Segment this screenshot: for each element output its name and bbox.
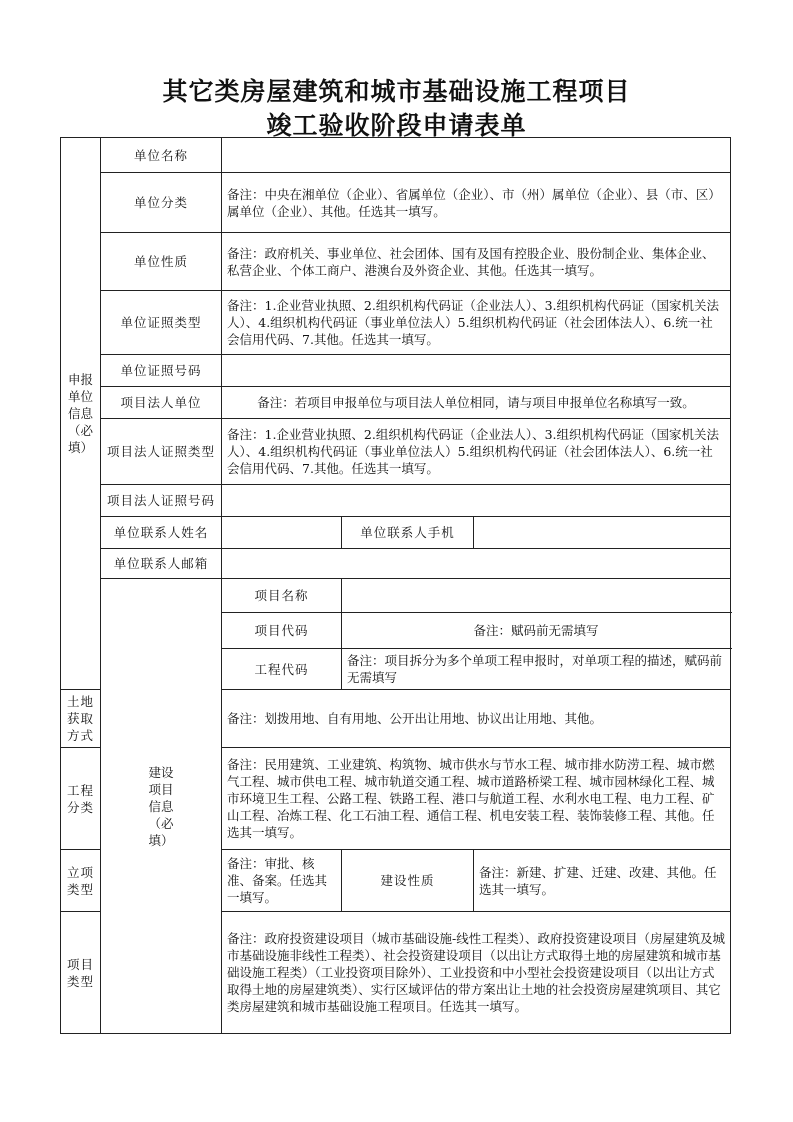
legal-cert-type-label: 项目法人证照类型 (101, 419, 222, 485)
contact-phone-label: 单位联系人手机 (342, 517, 474, 549)
row-project-name (61, 579, 731, 613)
land-field[interactable]: 备注：划拨用地、自有用地、公开出让用地、协议出让用地、其他。 (222, 690, 731, 748)
row-contact-email (61, 549, 731, 579)
unit-nature-label: 单位性质 (101, 233, 222, 291)
row-unit-nature (61, 233, 731, 291)
legal-cert-no-field[interactable] (222, 485, 731, 517)
project-type-field[interactable]: 备注：政府投资建设项目（城市基础设施-线性工程类）、政府投资建设项目（房屋建筑及城市基础设施非线性工程类）、社会投资建设项目（以出让方式取得土地的房屋建筑和城市基础设施工程类）（工业投资项目除外）、工业投资和中小型社会投资建设项目（以出让方式取得土地的房屋建筑类）、实行区域评估的带方案出让土地的社会投资房屋建筑项目、其它类房屋建筑和城市基础设施工程项目。任选其一填写。 (222, 912, 731, 1034)
contact-email-field[interactable] (222, 549, 731, 579)
unit-category-field[interactable]: 备注：中央在湘单位（企业）、省属单位（企业）、市（州）属单位（企业）、县（市、区）属单位（企业）、其他。任选其一填写。 (222, 173, 731, 233)
cert-no-label: 单位证照号码 (101, 355, 222, 387)
unit-name-field[interactable] (222, 138, 731, 173)
row-unit-category (61, 173, 731, 233)
eng-category-field[interactable]: 备注：民用建筑、工业建筑、构筑物、城市供水与节水工程、城市排水防涝工程、城市燃气工程、城市供电工程、城市轨道交通工程、城市道路桥梁工程、城市园林绿化工程、城市环境卫生工程、公路工程、铁路工程、港口与航道工程、水利水电工程、电力工程、矿山工程、冶炼工程、化工石油工程、通信工程、机电安装工程、装饰装修工程、其他。任选其一填写。 (222, 748, 731, 850)
form-title-line2: 竣工验收阶段申请表单 (266, 111, 527, 140)
project-name-field[interactable] (342, 579, 731, 613)
approval-type-label: 立项类型 (61, 850, 101, 912)
row-cert-no (61, 355, 731, 387)
project-code-field[interactable]: 备注：赋码前无需填写 (342, 613, 731, 649)
row-cert-type (61, 291, 731, 355)
application-form-table (60, 137, 731, 1034)
legal-cert-no-label: 项目法人证照号码 (101, 485, 222, 517)
legal-unit-label: 项目法人单位 (101, 387, 222, 419)
project-name-label: 项目名称 (222, 579, 342, 613)
cert-type-field[interactable]: 备注：1.企业营业执照、2.组织机构代码证（企业法人）、3.组织机构代码证（国家机关法人）、4.组织机构代码证（事业单位法人）5.组织机构代码证（社会团体法人）、6.统一社会信用代码、7.其他。任选其一填写。 (222, 291, 731, 355)
section-project-label: 建设项目信息（必填） (101, 579, 222, 1034)
cert-type-label: 单位证照类型 (101, 291, 222, 355)
approval-type-field[interactable]: 备注：审批、核准、备案。任选其一填写。 (222, 850, 342, 912)
project-code-label: 项目代码 (222, 613, 342, 649)
land-label: 土地获取方式 (61, 690, 101, 748)
form-title-line1: 其它类房屋建筑和城市基础设施工程项目 (162, 77, 631, 106)
row-unit-name (61, 138, 731, 173)
construction-nature-label: 建设性质 (342, 850, 474, 912)
project-type-label: 项目类型 (61, 912, 101, 1034)
eng-category-label: 工程分类 (61, 748, 101, 850)
section-applicant-label: 申报单位信息（必填） (61, 138, 101, 690)
unit-category-label: 单位分类 (101, 173, 222, 233)
legal-cert-type-field[interactable]: 备注：1.企业营业执照、2.组织机构代码证（企业法人）、3.组织机构代码证（国家机关法人）、4.组织机构代码证（事业单位法人）5.组织机构代码证（社会团体法人）、6.统一社会信用代码、7.其他。任选其一填写。 (222, 419, 731, 485)
contact-name-label: 单位联系人姓名 (101, 517, 222, 549)
contact-name-field[interactable] (222, 517, 342, 549)
unit-nature-field[interactable]: 备注：政府机关、事业单位、社会团体、国有及国有控股企业、股份制企业、集体企业、私营企业、个体工商户、港澳台及外资企业、其他。任选其一填写。 (222, 233, 731, 291)
row-legal-unit (61, 387, 731, 419)
row-contact (61, 517, 731, 549)
row-legal-cert-type (61, 419, 731, 485)
row-legal-cert-no (61, 485, 731, 517)
legal-unit-field[interactable]: 备注：若项目申报单位与项目法人单位相同，请与项目申报单位名称填写一致。 (222, 387, 731, 419)
contact-phone-field[interactable] (474, 517, 731, 549)
unit-name-label: 单位名称 (101, 138, 222, 173)
eng-code-field[interactable]: 备注：项目拆分为多个单项工程申报时，对单项工程的描述，赋码前无需填写 (342, 649, 731, 690)
cert-no-field[interactable] (222, 355, 731, 387)
eng-code-label: 工程代码 (222, 649, 342, 690)
contact-email-label: 单位联系人邮箱 (101, 549, 222, 579)
construction-nature-field[interactable]: 备注：新建、扩建、迁建、改建、其他。任选其一填写。 (474, 850, 731, 912)
